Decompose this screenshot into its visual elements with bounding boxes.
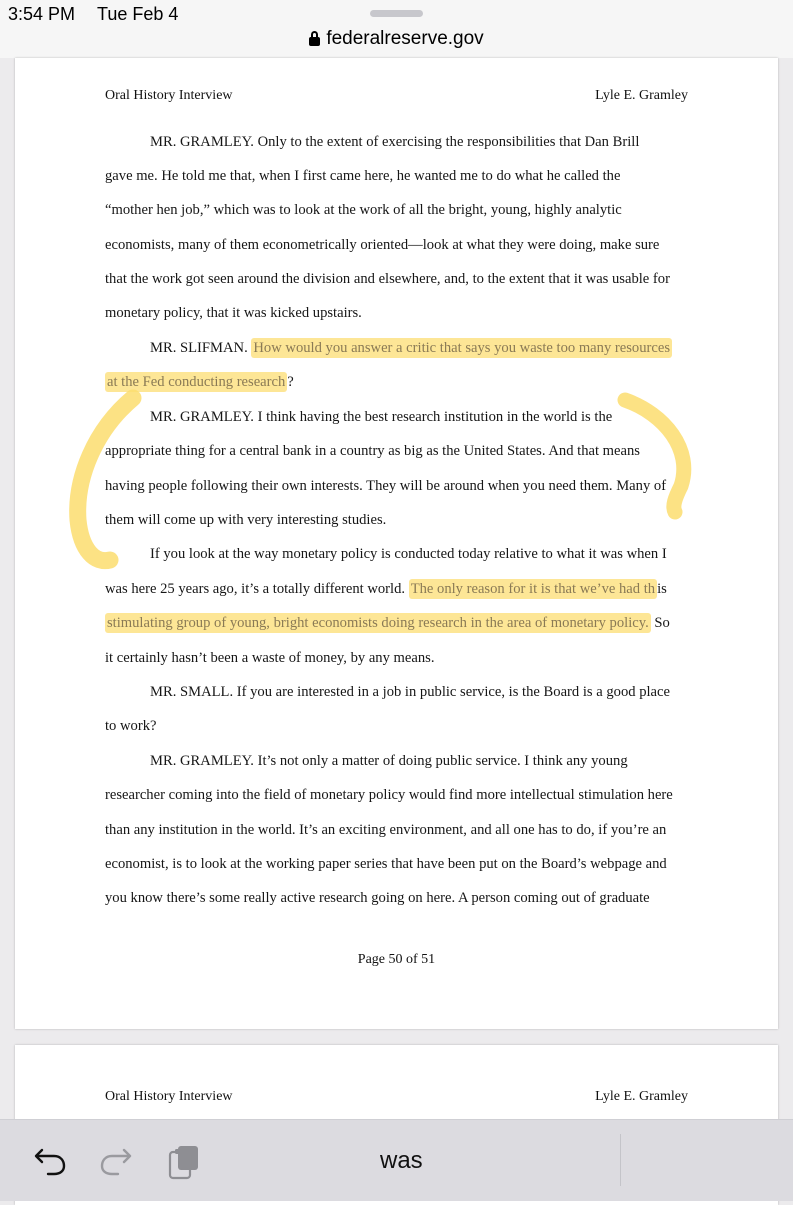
- body-line: [105, 613, 670, 633]
- running-header: [105, 88, 688, 108]
- redo-icon: [96, 1140, 136, 1180]
- body-text: economist, is to look at the working paper series that have been put on the Board’s webpage and: [105, 856, 667, 872]
- address-bar[interactable]: [0, 28, 793, 50]
- redo-button[interactable]: [96, 1140, 136, 1180]
- body-text: it certainly hasn’t been a waste of money, by any means.: [105, 650, 435, 666]
- paste-button[interactable]: [164, 1140, 204, 1180]
- body-text: monetary policy, that it was kicked upstairs.: [105, 305, 362, 321]
- status-bar: [0, 0, 793, 58]
- header-author: Lyle E. Gramley: [595, 88, 688, 103]
- header-author-next: Lyle E. Gramley: [595, 1089, 688, 1104]
- body-text: MR. SMALL. If you are interested in a job in public service, is the Board is a good place: [150, 684, 670, 700]
- body-text: ?: [287, 374, 294, 390]
- body-text: appropriate thing for a central bank in a country as big as the United States. And that means: [105, 443, 640, 459]
- body-line: [105, 372, 294, 392]
- body-line: [150, 544, 667, 564]
- body-line: [105, 166, 620, 186]
- body-text: you know there’s some really active research going on here. A person coming out of graduate: [105, 890, 650, 906]
- body-line: [105, 476, 666, 496]
- body-line: [105, 303, 362, 323]
- status-date: Tue Feb 4: [97, 4, 179, 24]
- body-line: [105, 235, 659, 255]
- body-line: [150, 407, 612, 427]
- document-page: [15, 58, 778, 1029]
- body-text: “mother hen job,” which was to look at the work of all the bright, young, highly analytic: [105, 202, 622, 218]
- highlighted-text: at the Fed conducting research: [107, 374, 286, 390]
- body-text: them will come up with very interesting studies.: [105, 512, 387, 528]
- header-title-next: Oral History Interview: [105, 1089, 233, 1104]
- highlighted-text: The only reason for it is that we’ve had th: [410, 581, 656, 597]
- keyboard-shortcut-bar: [0, 1119, 793, 1201]
- running-header-next: [105, 1089, 688, 1109]
- multitasking-grabber[interactable]: [370, 10, 423, 17]
- body-text: is: [657, 581, 667, 597]
- body-line: [105, 648, 434, 668]
- toolbar-divider: [620, 1134, 621, 1186]
- body-line: [105, 269, 670, 289]
- body-line: [105, 785, 673, 805]
- body-text: MR. GRAMLEY. Only to the extent of exercising the responsibilities that Dan Brill: [150, 134, 640, 150]
- body-line: [150, 132, 639, 152]
- body-text: having people following their own interests. They will be around when you need them. Many of: [105, 478, 667, 494]
- url-text: federalreserve.gov: [326, 28, 484, 49]
- body-line: [105, 579, 667, 599]
- body-line: [105, 854, 667, 874]
- body-line: [150, 751, 628, 771]
- body-text: So: [650, 615, 670, 631]
- body-text: researcher coming into the field of monetary policy would find more intellectual stimulation here: [105, 787, 673, 803]
- body-line: [105, 441, 640, 461]
- body-text: gave me. He told me that, when I first came here, he wanted me to do what he called the: [105, 168, 621, 184]
- undo-button[interactable]: [30, 1140, 70, 1180]
- body-text: economists, many of them econometrically oriented—look at what they were doing, make sure: [105, 237, 660, 253]
- lock-icon: [309, 32, 320, 45]
- body-line: [150, 338, 672, 358]
- header-title: Oral History Interview: [105, 88, 233, 103]
- body-line: [105, 888, 650, 908]
- body-line: [105, 820, 666, 840]
- status-time: 3:54 PM: [8, 4, 76, 24]
- paste-icon: [164, 1140, 204, 1180]
- body-text: MR. GRAMLEY. I think having the best research institution in the world is the: [150, 409, 613, 425]
- body-line: [105, 510, 386, 530]
- body-text: than any institution in the world. It’s an exciting environment, and all one has to do, if you’re an: [105, 822, 667, 838]
- autocomplete-suggestion[interactable]: was: [380, 1147, 423, 1174]
- body-text: MR. GRAMLEY. It’s not only a matter of doing public service. I think any young: [150, 753, 628, 769]
- highlighted-text: stimulating group of young, bright economists doing research in the area of monetary policy.: [107, 615, 649, 631]
- body-line: [150, 682, 670, 702]
- body-text: to work?: [105, 718, 157, 734]
- body-line: [105, 716, 156, 736]
- undo-icon: [30, 1140, 70, 1180]
- body-text: If you look at the way monetary policy is conducted today relative to what it was when I: [150, 546, 667, 562]
- body-text: MR. SLIFMAN.: [150, 340, 252, 356]
- page-number: Page 50 of 51: [357, 952, 436, 967]
- body-text: that the work got seen around the division and elsewhere, and, to the extent that it was usable for: [105, 271, 670, 287]
- body-line: [105, 200, 622, 220]
- body-text: was here 25 years ago, it’s a totally different world.: [105, 581, 409, 597]
- highlighted-text: How would you answer a critic that says you waste too many resources: [253, 340, 671, 356]
